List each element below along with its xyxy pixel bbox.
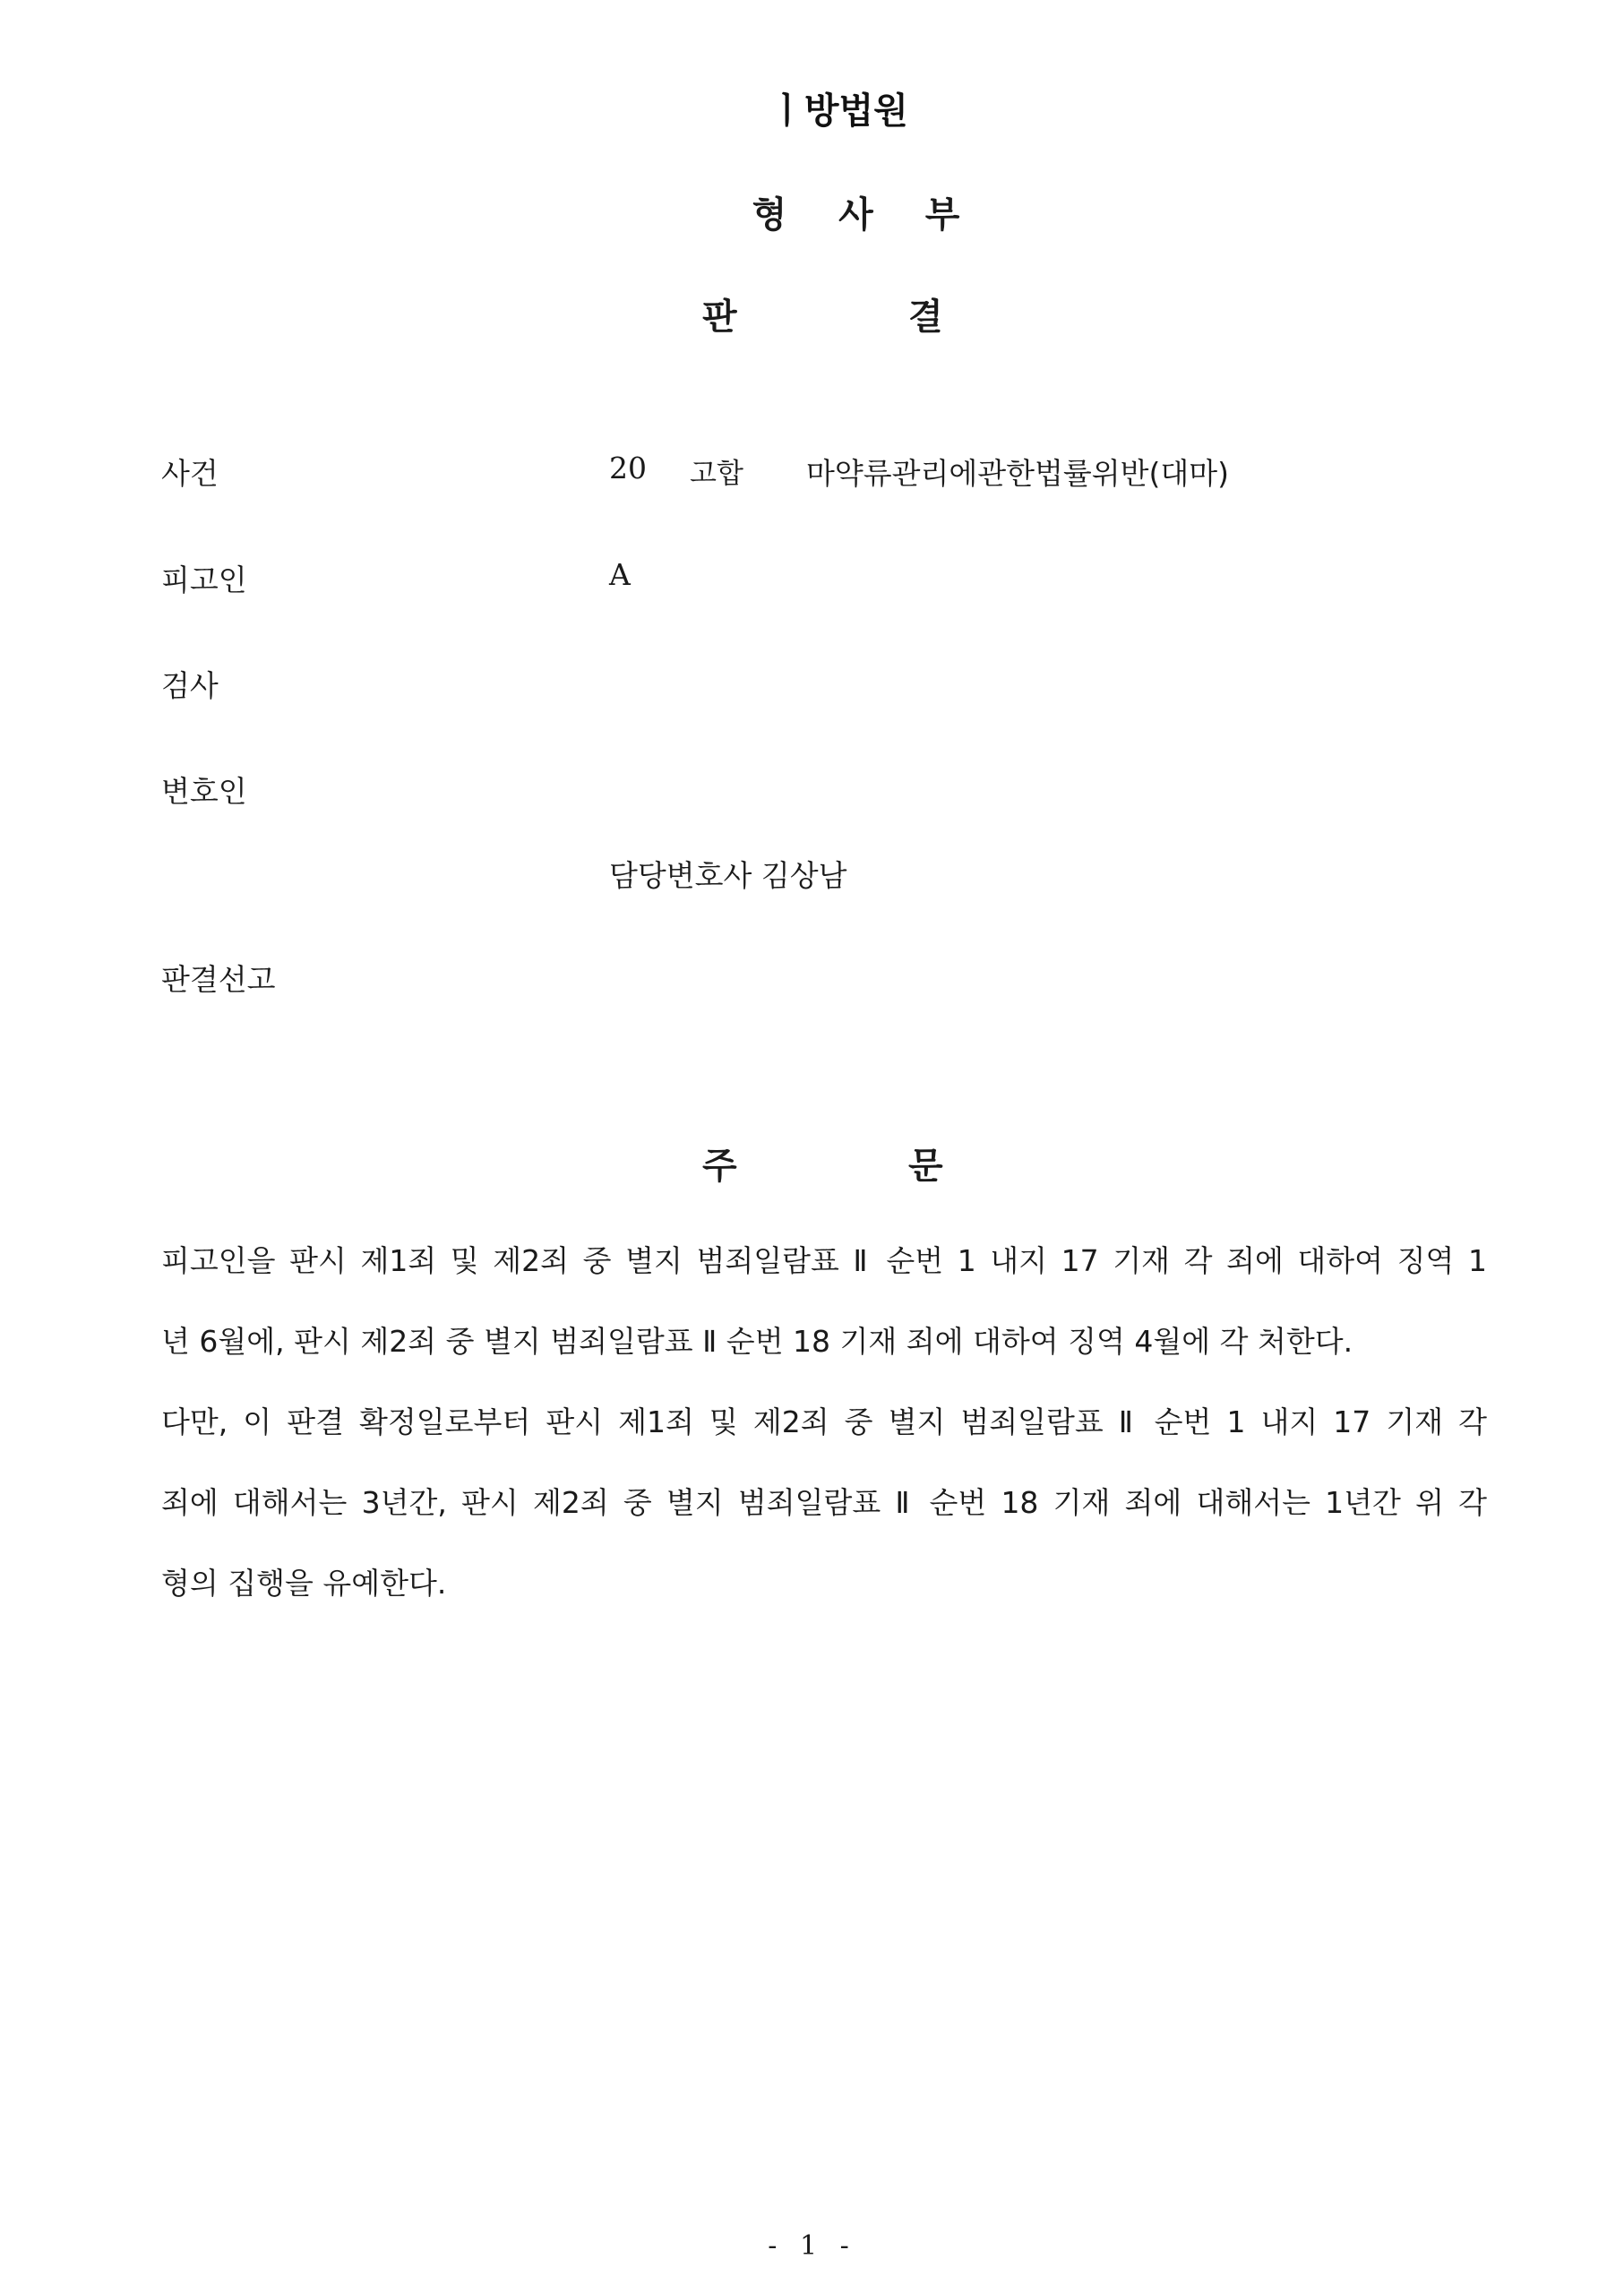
order-line: 형의 집행을 유예한다. xyxy=(161,1566,447,1601)
order-line: 죄에 대해서는 3년간, 판시 제2죄 중 별지 범죄일람표 Ⅱ 순번 18 기재 죄에 대해서는 1년간 위 각 xyxy=(161,1485,1487,1520)
document-title-char-2: 결 xyxy=(908,296,943,338)
order-line: 다만, 이 판결 확정일로부터 판시 제1죄 및 제2죄 중 별지 범죄일람표 Ⅱ 순번 1 내지 17 기재 각 xyxy=(161,1404,1487,1439)
order-title-char-2: 문 xyxy=(908,1146,943,1187)
sentence-date-label: 판결선고 xyxy=(161,962,276,997)
counsel-value: 담당변호사 김상남 xyxy=(609,858,847,893)
order-title xyxy=(0,1138,1624,1191)
court-name: ㅣ방법원 xyxy=(769,90,908,132)
order-title-char-1: 주 xyxy=(702,1146,737,1187)
page-number: - 1 - xyxy=(768,2230,856,2262)
prosecutor-row xyxy=(161,663,1487,708)
sentence-date-row xyxy=(161,957,1487,1001)
document-title-char-1: 판 xyxy=(702,296,737,338)
counsel-row xyxy=(161,769,1487,813)
order-line: 년 6월에, 판시 제2죄 중 별지 범죄일람표 Ⅱ 순번 18 기재 죄에 대하여 징역 4월에 각 처한다. xyxy=(161,1324,1353,1359)
prosecutor-label: 검사 xyxy=(161,668,219,703)
defendant-row xyxy=(161,557,1487,602)
case-type: 고합 xyxy=(690,458,743,490)
case-number: 20 xyxy=(609,451,647,485)
order-line: 피고인을 판시 제1죄 및 제2죄 중 별지 범죄일람표 Ⅱ 순번 1 내지 17 기재 각 죄에 대하여 징역 1 xyxy=(161,1243,1487,1278)
counsel-label: 변호인 xyxy=(161,774,247,809)
defendant-label: 피고인 xyxy=(161,563,247,597)
division-name: 형 사 부 xyxy=(752,194,980,236)
case-label: 사건 xyxy=(161,456,219,491)
case-value xyxy=(609,451,1230,491)
case-row xyxy=(161,451,1487,495)
document-title xyxy=(0,288,1624,342)
case-name: 마약류관리에관한법률위반(대마) xyxy=(806,456,1230,491)
defendant-value: A xyxy=(609,557,631,592)
